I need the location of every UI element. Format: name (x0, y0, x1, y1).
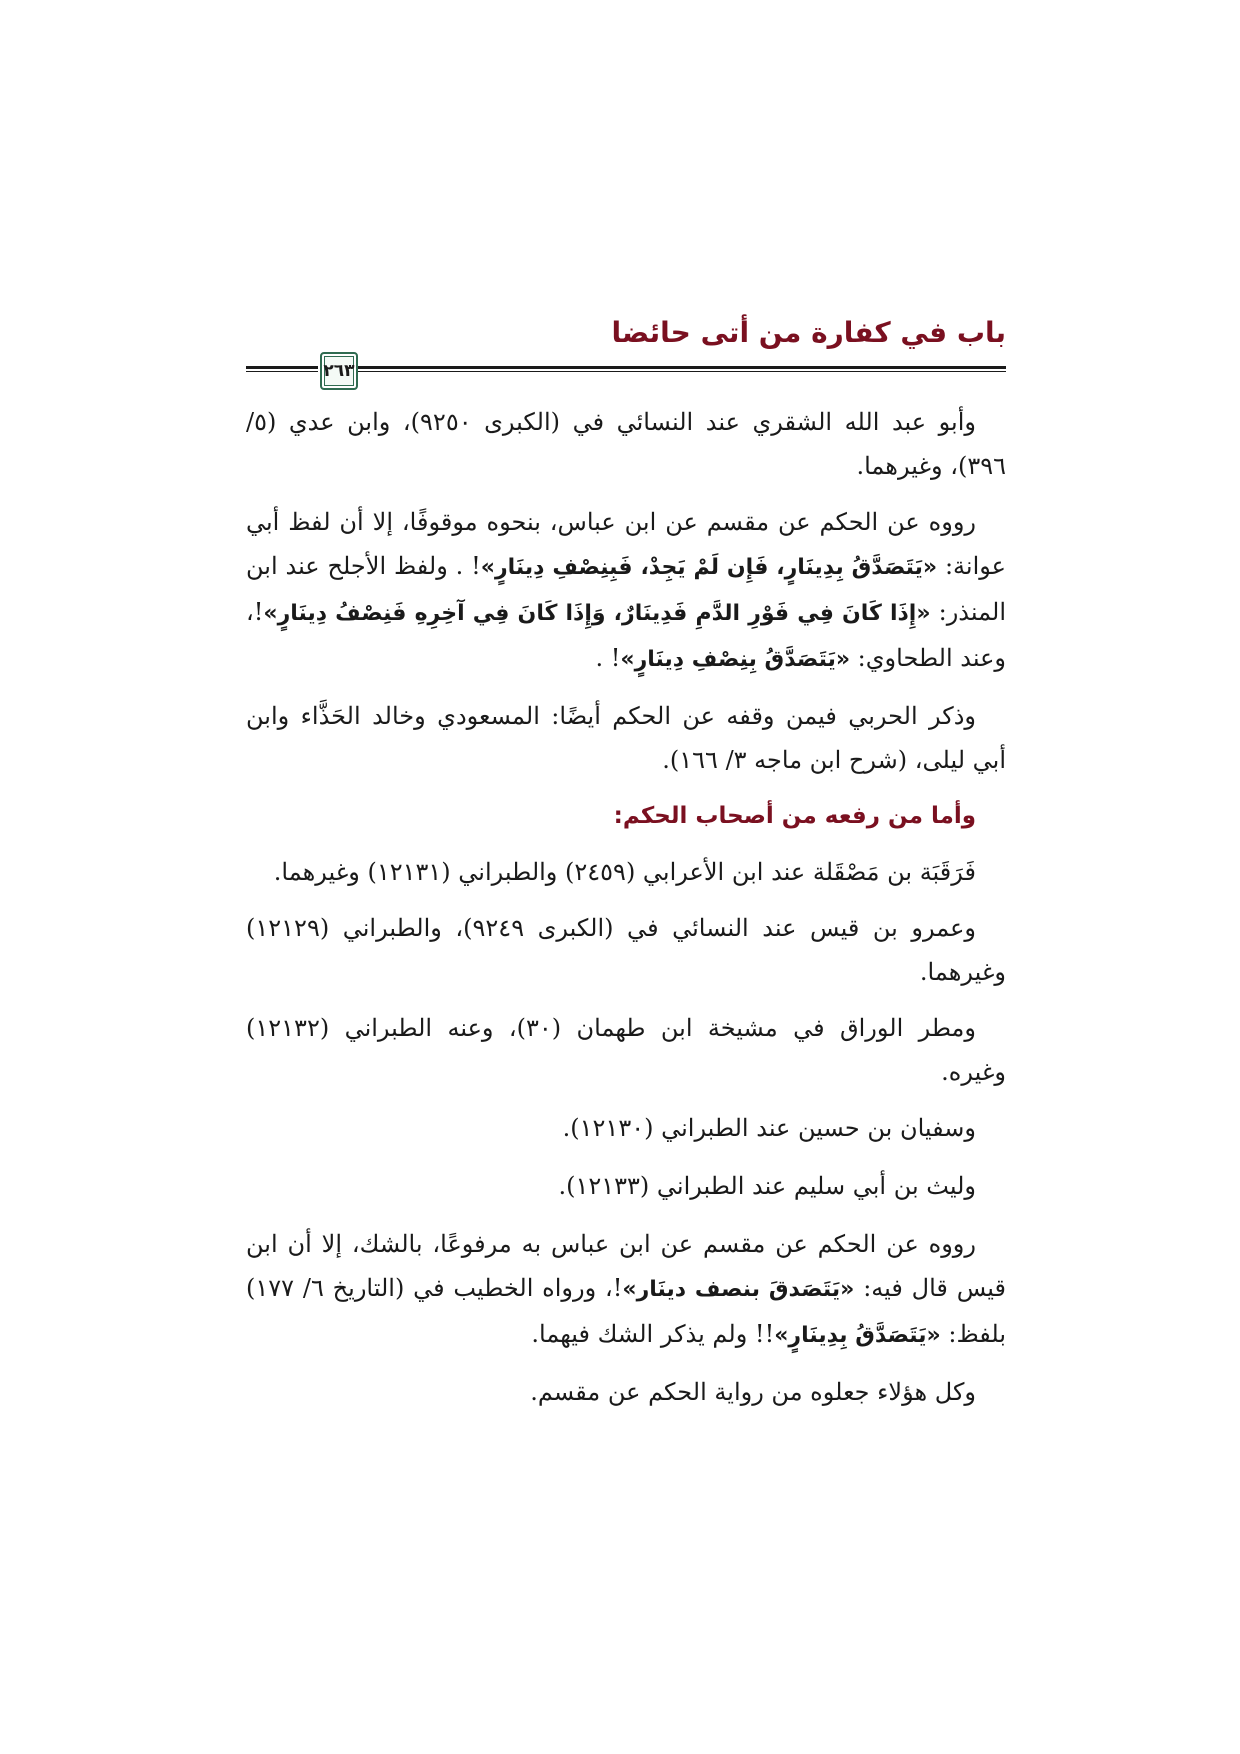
paragraph-2-text-d: ! . (595, 644, 621, 672)
paragraph-2-text-b: ! . ولفظ الأجلح عند ابن المنذر: (246, 552, 1006, 626)
paragraph-2-text-a: رووه عن الحكم عن مقسم عن ابن عباس، بنحوه موقوفًا، إلا أن لفظ أبي عوانة: (246, 508, 1006, 580)
hadith-quote-4: «يَتَصَدقَ بنصف دينَار» (622, 1277, 855, 1302)
paragraph-5: وعمرو بن قيس عند النسائي في (الكبرى ٩٢٤٩)، والطبراني (١٢١٢٩) وغيرهما. (246, 914, 1006, 986)
paragraph-3: وذكر الحربي فيمن وقفه عن الحكم أيضًا: المسعودي وخالد الحَذَّاء وابن أبي ليلى، (شرح ابن ماجه ٣/ ١٦٦). (246, 702, 1006, 774)
paragraph-8: وليث بن أبي سليم عند الطبراني (١٢١٣٣). (558, 1172, 976, 1200)
hadith-quote-5: «يَتَصَدَّقُ بِدِينَارٍ» (774, 1323, 941, 1348)
hadith-quote-3: «يَتَصَدَّقُ بِنِصْفِ دِينَارٍ» (620, 647, 851, 672)
paragraph-9-text-c: !! ولم يذكر الشك فيهما. (531, 1320, 775, 1348)
paragraph-4: فَرَقَبَة بن مَصْقَلة عند ابن الأعرابي (٢٤٥٩) والطبراني (١٢١٣١) وغيرهما. (273, 858, 976, 886)
paragraph-2 (246, 500, 1006, 682)
page-header (246, 316, 1006, 388)
paragraph-7: وسفيان بن حسين عند الطبراني (١٢١٣٠). (562, 1114, 976, 1142)
paragraph-2-text-c: !، وعند الطحاوي: (246, 598, 1006, 672)
header-rule-left (246, 366, 318, 372)
page-body (246, 400, 1006, 1426)
page-number: ٢٦٣ (320, 352, 358, 390)
paragraph-9 (246, 1222, 1006, 1358)
paragraph-1: وأبو عبد الله الشقري عند النسائي في (الكبرى ٩٢٥٠)، وابن عدي (٥/ ٣٩٦)، وغيرهما. (246, 408, 1006, 480)
header-rule-right (358, 366, 1006, 372)
paragraph-9-text-b: !، ورواه الخطيب في (التاريخ ٦/ ١٧٧) بلفظ: (246, 1274, 1006, 1348)
paragraph-6: ومطر الوراق في مشيخة ابن طهمان (٣٠)، وعنه الطبراني (١٢١٣٢) وغيره. (246, 1014, 1006, 1086)
hadith-quote-2: «إِذَا كَانَ فِي فَوْرِ الدَّمِ فَدِينَارٌ، وَإِذَا كَانَ فِي آخِرِهِ فَنِصْفُ دِينَارٍ» (263, 601, 931, 626)
paragraph-9-text-a: رووه عن الحكم عن مقسم عن ابن عباس به مرفوعًا، بالشك، إلا أن ابن قيس قال فيه: (246, 1230, 1007, 1302)
chapter-title: باب في كفارة من أتى حائضا (611, 316, 1006, 349)
section-heading: وأما من رفعه من أصحاب الحكم: (613, 803, 976, 829)
hadith-quote-1: «يَتَصَدَّقُ بِدِينَارٍ، فَإِن لَمْ يَجِدْ، فَبِنِصْفِ دِينَارٍ» (480, 555, 938, 580)
paragraph-10: وكل هؤلاء جعلوه من رواية الحكم عن مقسم. (530, 1378, 976, 1406)
